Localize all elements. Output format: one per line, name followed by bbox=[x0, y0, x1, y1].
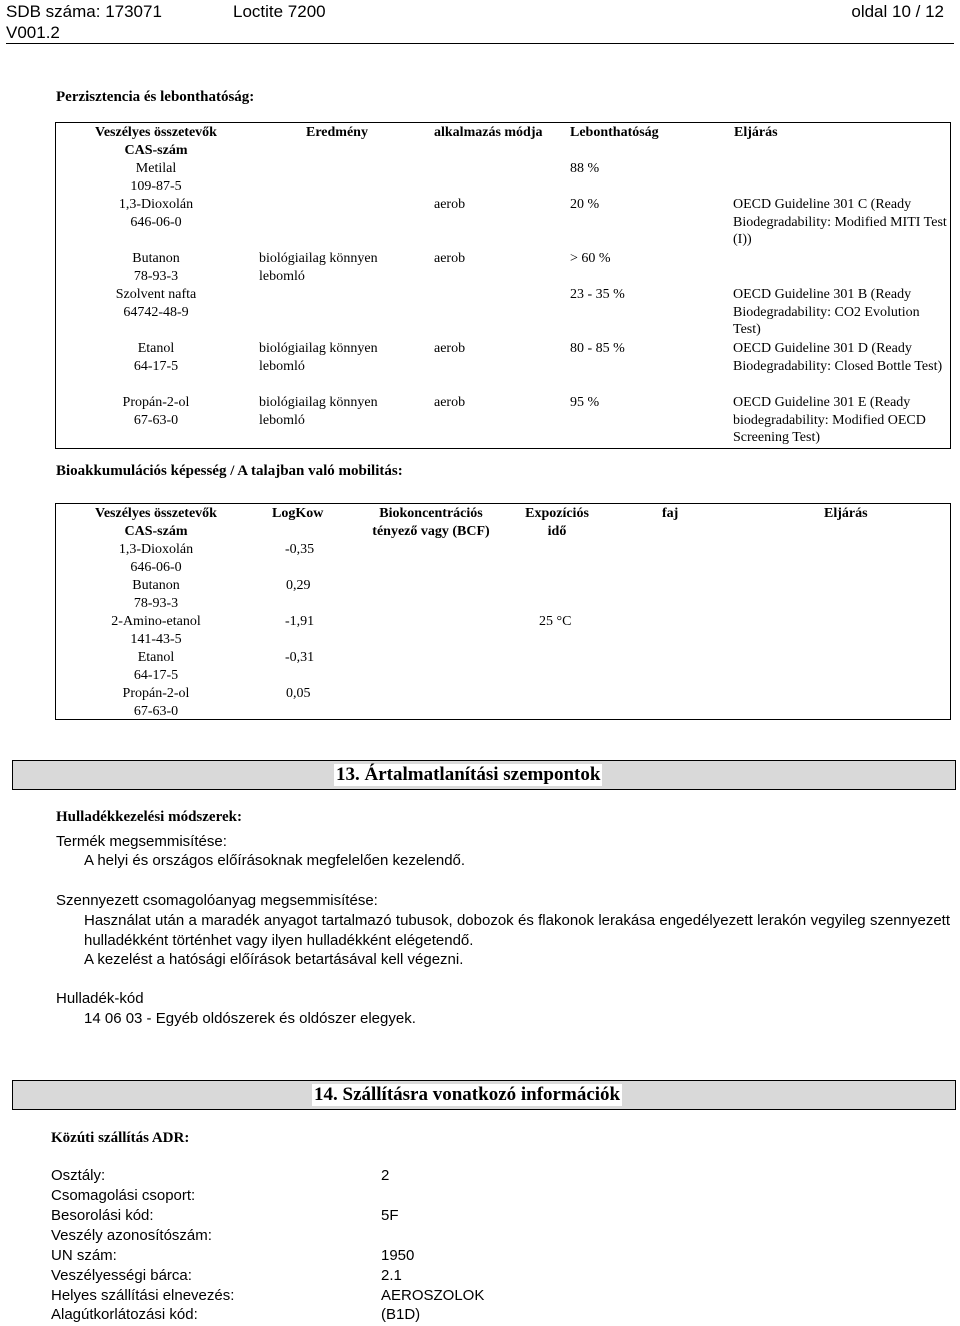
waste-methods-label: Hulladékkezelési módszerek: bbox=[56, 809, 242, 825]
page-number: oldal 10 / 12 bbox=[851, 2, 944, 21]
col-cas: CAS-szám bbox=[124, 143, 188, 158]
field-value: 5F bbox=[381, 1207, 399, 1224]
component-cas: 64-17-5 bbox=[133, 359, 179, 374]
component-cas: 64742-48-9 bbox=[123, 305, 189, 320]
field-label: UN szám: bbox=[51, 1247, 117, 1264]
degradability-value: > 60 % bbox=[570, 251, 611, 266]
header-method: alkalmazás módja bbox=[434, 125, 543, 140]
component-name: Etanol bbox=[137, 341, 175, 356]
procedure-value: OECD Guideline 301 C (Ready Biodegradability: Modified MITI Test (I)) bbox=[733, 197, 947, 247]
header-result: Eredmény bbox=[306, 125, 368, 140]
bioaccumulation-title: Bioakkumulációs képesség / A talajban való mobilitás: bbox=[56, 463, 403, 479]
header-species: faj bbox=[662, 506, 679, 521]
logkow-value: -0,31 bbox=[285, 650, 315, 665]
col-cas: CAS-szám bbox=[124, 524, 188, 539]
degradability-value: 95 % bbox=[570, 395, 600, 410]
component-cas: 646-06-0 bbox=[130, 560, 182, 575]
component-cas: 109-87-5 bbox=[130, 179, 182, 194]
product-disposal-text: A helyi és országos előírásoknak megfelelően kezelendő. bbox=[84, 852, 466, 869]
product-disposal-label: Termék megsemmisítése: bbox=[56, 833, 227, 850]
component-name: 1,3-Dioxolán bbox=[118, 542, 194, 557]
product-name: Loctite 7200 bbox=[233, 2, 326, 21]
method-value: aerob bbox=[434, 341, 466, 356]
field-value: (B1D) bbox=[381, 1306, 421, 1323]
degradability-value: 88 % bbox=[570, 161, 600, 176]
col-component: Veszélyes összetevők bbox=[95, 125, 217, 140]
header-procedure: Eljárás bbox=[734, 125, 778, 140]
method-value: aerob bbox=[434, 251, 466, 266]
procedure-value: OECD Guideline 301 E (Ready biodegradability: Modified OECD Screening Test) bbox=[733, 395, 926, 445]
field-label: Besorolási kód: bbox=[51, 1207, 154, 1224]
logkow-value: 0,29 bbox=[286, 578, 311, 593]
packaging-disposal-text-2: A kezelést a hatósági előírások betartásával kell végezni. bbox=[84, 951, 464, 968]
component-cas: 67-63-0 bbox=[133, 704, 179, 719]
header-logkow: LogKow bbox=[272, 506, 324, 521]
component-cas: 141-43-5 bbox=[130, 632, 182, 647]
header-exposure-time: Expozíciós idő bbox=[525, 506, 589, 539]
waste-code-value: 14 06 03 - Egyéb oldószerek és oldószer elegyek. bbox=[84, 1010, 416, 1027]
version: V001.2 bbox=[6, 23, 60, 42]
component-cas: 67-63-0 bbox=[133, 413, 179, 428]
packaging-disposal-label: Szennyezett csomagolóanyag megsemmisítése: bbox=[56, 892, 378, 909]
header-procedure: Eljárás bbox=[824, 506, 868, 521]
persistence-title: Perzisztencia és lebonthatóság: bbox=[56, 89, 255, 105]
result-value: biológiailag könnyen lebomló bbox=[259, 251, 378, 284]
degradability-value: 80 - 85 % bbox=[570, 341, 625, 356]
component-cas: 646-06-0 bbox=[130, 215, 182, 230]
method-value: aerob bbox=[434, 197, 466, 212]
page-header bbox=[6, 0, 954, 44]
header-bcf: Biokoncentrációs tényező vagy (BCF) bbox=[372, 506, 490, 539]
field-label: Veszély azonosítószám: bbox=[51, 1227, 212, 1244]
degradability-value: 23 - 35 % bbox=[570, 287, 625, 302]
field-label: Alagútkorlátozási kód: bbox=[51, 1306, 198, 1323]
method-value: aerob bbox=[434, 395, 466, 410]
component-name: Butanon bbox=[132, 251, 180, 266]
component-cas: 78-93-3 bbox=[133, 269, 179, 284]
field-label: Csomagolási csoport: bbox=[51, 1187, 196, 1204]
field-value: 1950 bbox=[381, 1247, 415, 1264]
component-name: Propán-2-ol bbox=[122, 686, 190, 701]
logkow-value: -1,91 bbox=[285, 614, 315, 629]
section-14-title: 14. Szállításra vonatkozó információk bbox=[314, 1084, 621, 1105]
component-name: Propán-2-ol bbox=[122, 395, 190, 410]
col-component: Veszélyes összetevők bbox=[95, 506, 217, 521]
field-value: 2 bbox=[381, 1167, 390, 1184]
sdb-number: SDB száma: 173071 bbox=[6, 2, 162, 21]
result-value: biológiailag könnyen lebomló bbox=[259, 395, 378, 428]
header-degradability: Lebonthatóság bbox=[570, 125, 659, 140]
logkow-value: -0,35 bbox=[285, 542, 315, 557]
field-label: Veszélyességi bárca: bbox=[51, 1267, 192, 1284]
component-cas: 64-17-5 bbox=[133, 668, 179, 683]
exposure-time-value: 25 °C bbox=[539, 614, 572, 629]
section-13-title: 13. Ártalmatlanítási szempontok bbox=[336, 764, 601, 785]
waste-code-label: Hulladék-kód bbox=[56, 990, 144, 1007]
component-name: Szolvent nafta bbox=[115, 287, 197, 302]
component-name: 2-Amino-etanol bbox=[111, 614, 201, 629]
procedure-value: OECD Guideline 301 B (Ready Biodegradability: CO2 Evolution Test) bbox=[733, 287, 920, 337]
packaging-disposal-text: Használat után a maradék anyagot tartalmazó tubusok, dobozok és flakonok lerakása engedélyezett lerakón vegyileg szennyezett hulladékként történhet vagy ilyen hulladékként elégetendő. bbox=[84, 912, 950, 949]
procedure-value: OECD Guideline 301 D (Ready Biodegradability: Closed Bottle Test) bbox=[733, 341, 943, 374]
component-name: Butanon bbox=[132, 578, 180, 593]
component-name: Metilal bbox=[135, 161, 177, 176]
field-label: Helyes szállítási elnevezés: bbox=[51, 1287, 235, 1304]
field-value: AEROSZOLOK bbox=[381, 1287, 485, 1304]
field-value: 2.1 bbox=[381, 1267, 402, 1284]
component-name: Etanol bbox=[137, 650, 175, 665]
adr-label: Közúti szállítás ADR: bbox=[51, 1130, 190, 1146]
component-name: 1,3-Dioxolán bbox=[118, 197, 194, 212]
degradability-value: 20 % bbox=[570, 197, 600, 212]
field-label: Osztály: bbox=[51, 1167, 106, 1184]
logkow-value: 0,05 bbox=[286, 686, 311, 701]
result-value: biológiailag könnyen lebomló bbox=[259, 341, 378, 374]
component-cas: 78-93-3 bbox=[133, 596, 179, 611]
